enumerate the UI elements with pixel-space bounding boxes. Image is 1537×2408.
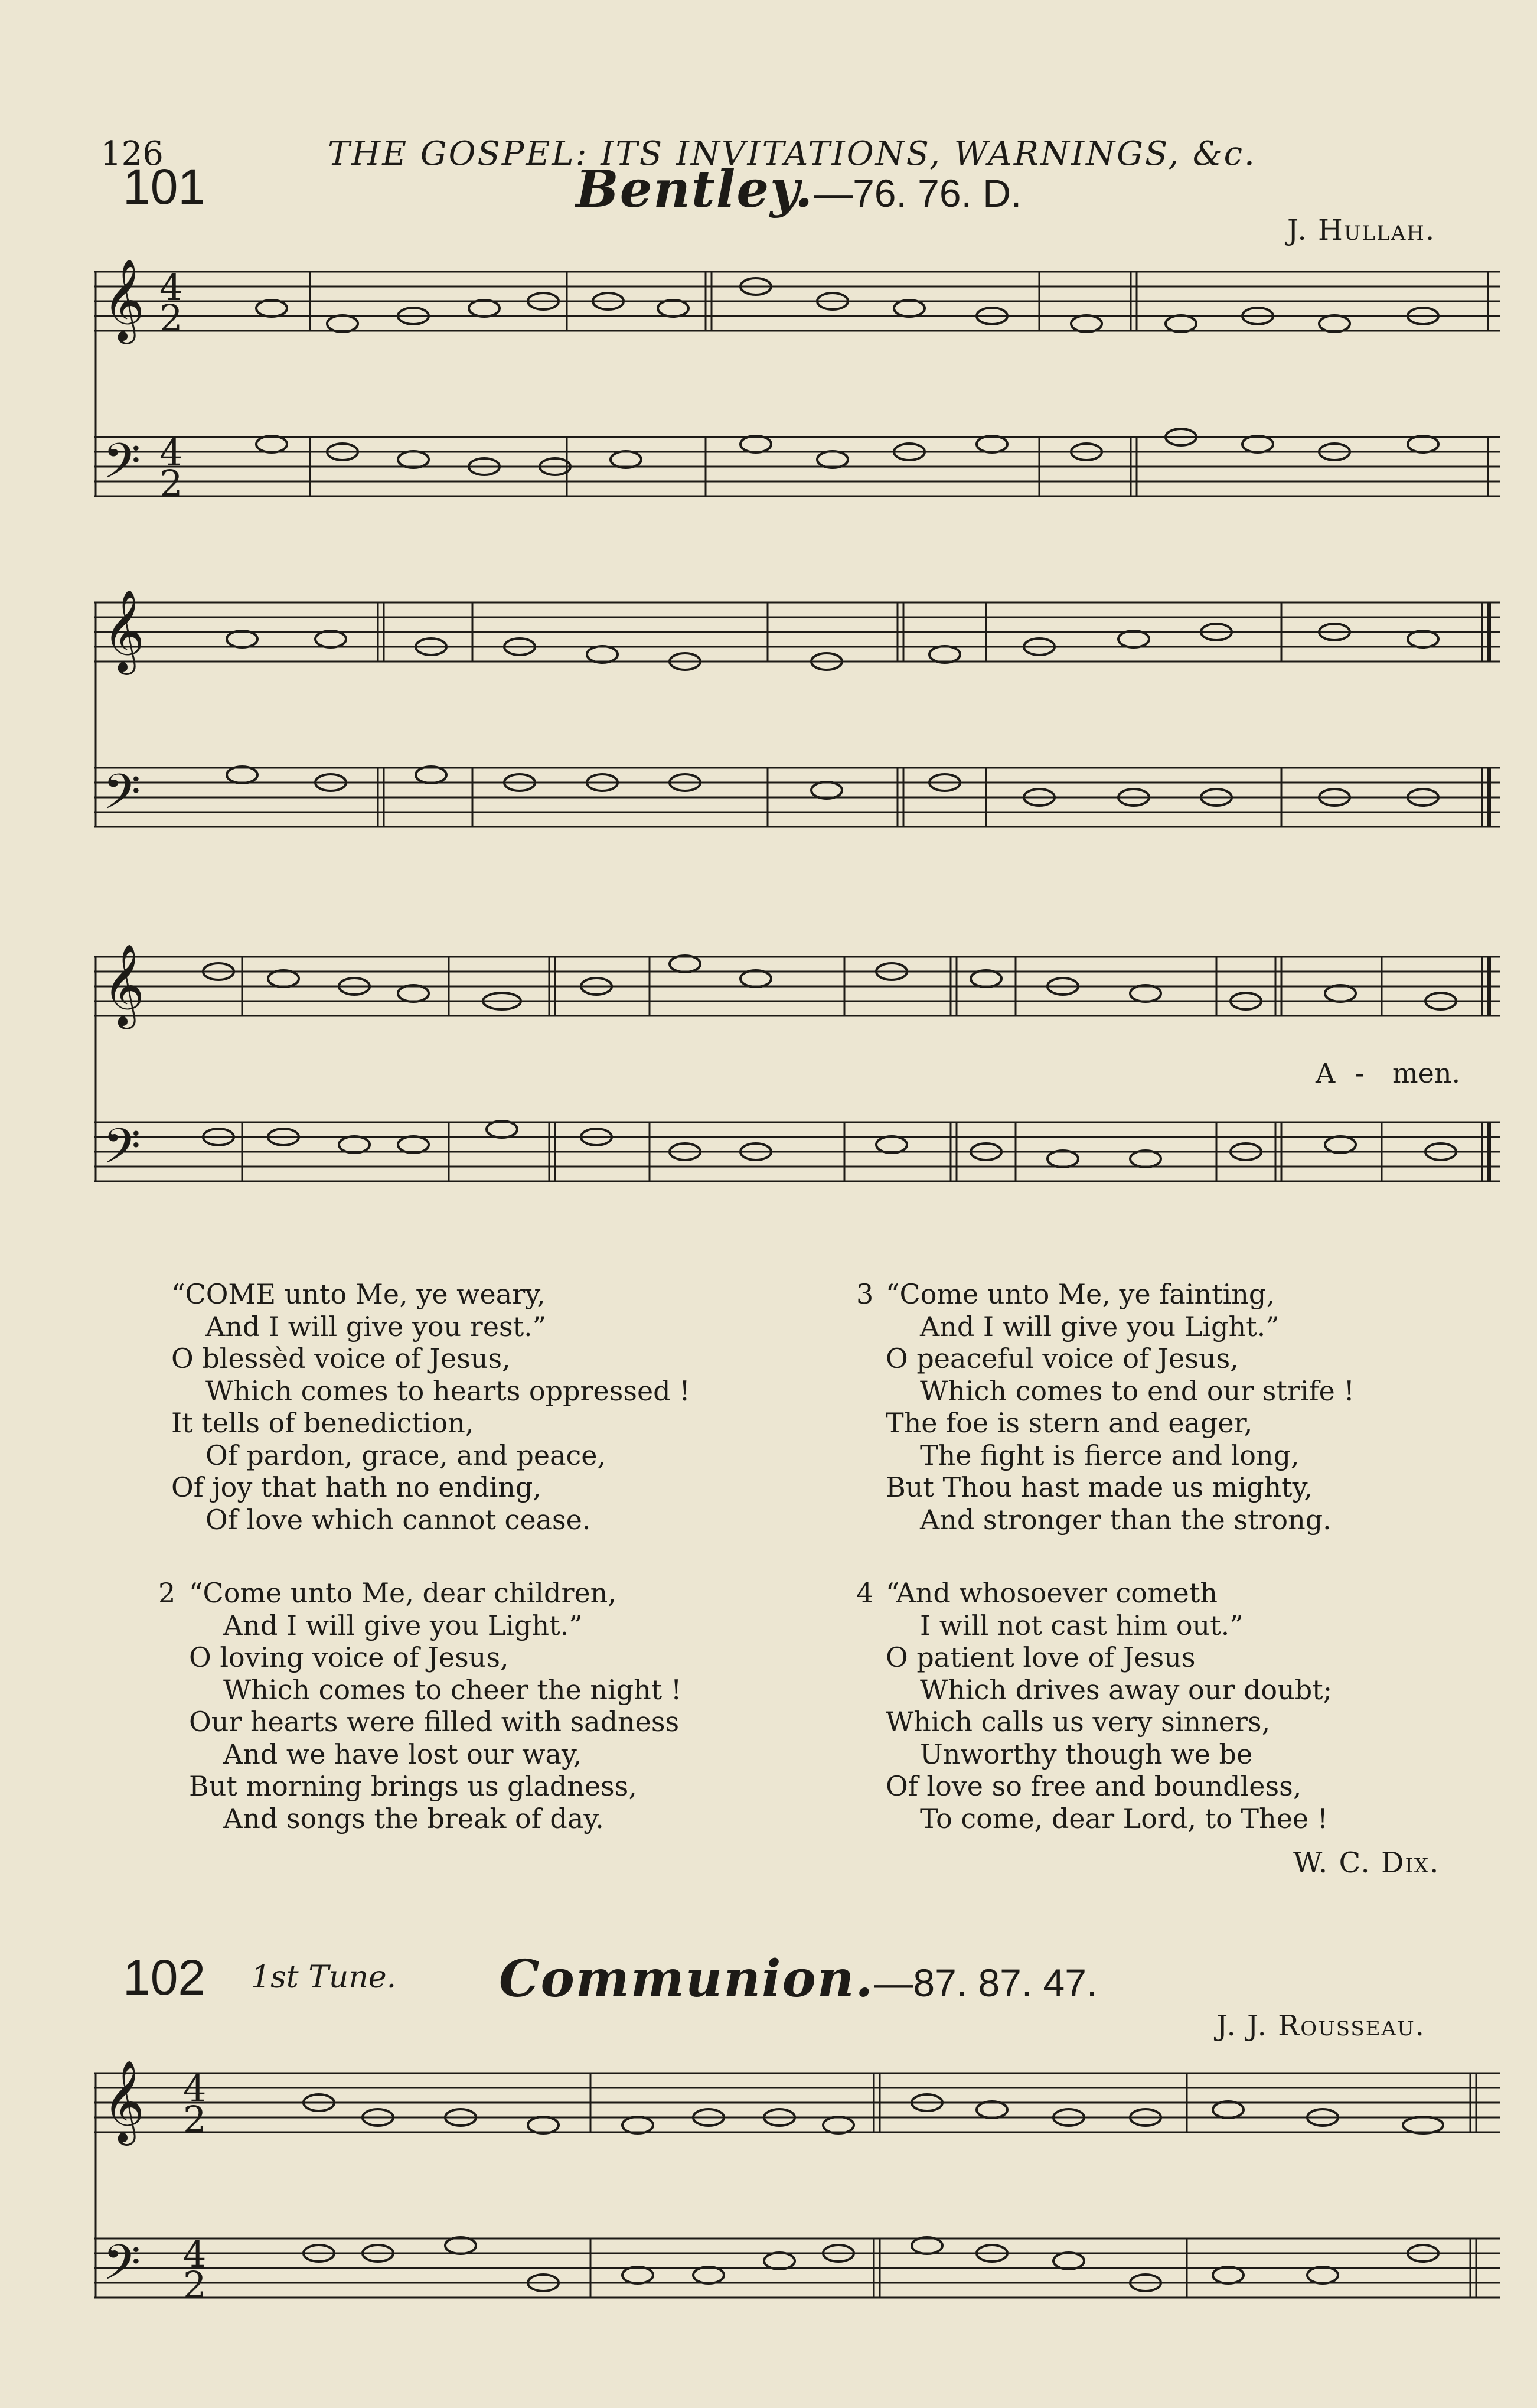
verse-3 <box>886 1278 1355 1536</box>
svg-text:𝄢: 𝄢 <box>103 432 141 501</box>
verse-line: The fight is fierce and long, <box>920 1439 1300 1471</box>
verse-line: Which comes to end our strife ! <box>920 1374 1355 1407</box>
svg-text:4: 4 <box>159 266 183 309</box>
verse-line: Our hearts were filled with sadness <box>189 1706 680 1738</box>
verse-line: “Come unto Me, ye fainting, <box>886 1278 1275 1310</box>
verse-line: Of love which cannot cease. <box>205 1503 591 1536</box>
svg-text:𝄞: 𝄞 <box>103 944 145 1026</box>
verse-line: The foe is stern and eager, <box>886 1407 1253 1439</box>
running-head <box>0 65 1537 173</box>
verse-line: O patient love of Jesus <box>886 1641 1196 1673</box>
verse-line: Of pardon, grace, and peace, <box>205 1439 606 1471</box>
hymn-number-102: 102 <box>123 1950 206 2005</box>
verse-line: Of love so free and boundless, <box>886 1770 1302 1802</box>
svg-text:𝄢: 𝄢 <box>103 763 141 832</box>
verse-line: Which drives away our doubt; <box>920 1673 1333 1706</box>
verse-line: And I will give you Light.” <box>223 1609 583 1641</box>
composer: J. J. Rousseau. <box>1216 2009 1426 2042</box>
tune-name: Bentley. <box>576 159 814 219</box>
svg-text:2: 2 <box>159 462 183 505</box>
music-system-4 <box>94 2055 1500 2315</box>
verse-line: O peaceful voice of Jesus, <box>886 1343 1239 1374</box>
verse-line: Which comes to cheer the night ! <box>223 1673 682 1706</box>
svg-text:𝄞: 𝄞 <box>103 2060 145 2142</box>
verse-line: And songs the break of day. <box>223 1802 604 1834</box>
verse-line: Unworthy though we be <box>920 1738 1253 1770</box>
verse-line: Which calls us very sinners, <box>886 1706 1271 1738</box>
running-title: THE GOSPEL: ITS INVITATIONS, WARNINGS, &c. <box>328 135 1257 173</box>
hymn-102-heading <box>499 1949 1097 2009</box>
meter: —87. 87. 47. <box>874 1961 1098 2005</box>
verse-line: And stronger than the strong. <box>920 1503 1332 1536</box>
music-system-3 <box>94 939 1500 1217</box>
verse-line: And I will give you rest.” <box>205 1310 547 1343</box>
verse-number-2: 2 <box>158 1577 176 1609</box>
svg-text:𝄞: 𝄞 <box>103 589 145 672</box>
svg-text:𝄞: 𝄞 <box>103 259 145 341</box>
svg-text:4: 4 <box>183 2067 207 2110</box>
verse-line: And we have lost our way, <box>223 1738 582 1770</box>
tune-name: Communion. <box>499 1949 874 2009</box>
hymn-101-heading <box>576 159 1022 219</box>
verse-2 <box>189 1577 681 1834</box>
svg-text:𝄢: 𝄢 <box>103 1117 141 1187</box>
verse-line: It tells of benediction, <box>171 1407 474 1439</box>
svg-text:𝄢: 𝄢 <box>103 2234 141 2303</box>
verse-line: To come, dear Lord, to Thee ! <box>920 1802 1329 1834</box>
verse-line: “Come unto Me, dear children, <box>189 1577 616 1609</box>
svg-text:2: 2 <box>183 2263 207 2306</box>
music-system-1 <box>94 254 1500 532</box>
verse-line: But Thou hast made us mighty, <box>886 1471 1313 1503</box>
verse-line: “COME unto Me, ye weary, <box>171 1278 546 1310</box>
verse-number-3: 3 <box>856 1278 874 1310</box>
verse-4 <box>886 1577 1332 1834</box>
verse-line: I will not cast him out.” <box>920 1609 1244 1641</box>
verse-1 <box>171 1278 690 1536</box>
tune-label: 1st Tune. <box>251 1960 397 1995</box>
svg-text:4: 4 <box>159 431 183 474</box>
composer: J. Hullah. <box>1287 214 1436 247</box>
verse-line: Which comes to hearts oppressed ! <box>205 1374 690 1407</box>
verse-line: Of joy that hath no ending, <box>171 1471 541 1503</box>
svg-text:2: 2 <box>183 2098 207 2141</box>
svg-text:2: 2 <box>159 296 183 340</box>
music-system-2 <box>94 585 1500 862</box>
verse-line: O blessèd voice of Jesus, <box>171 1343 511 1374</box>
amen-dash: - <box>1355 1057 1365 1089</box>
page-number: 126 <box>100 135 164 173</box>
verse-line: But morning brings us gladness, <box>189 1770 637 1802</box>
amen-men: men. <box>1392 1057 1461 1089</box>
amen-a: A <box>1316 1057 1336 1089</box>
verse-line: O loving voice of Jesus, <box>189 1641 509 1673</box>
meter: —76. 76. D. <box>814 171 1022 215</box>
svg-text:4: 4 <box>183 2233 207 2276</box>
verse-line: And I will give you Light.” <box>920 1310 1280 1343</box>
author: W. C. Dix. <box>1293 1846 1440 1879</box>
verse-number-4: 4 <box>856 1577 874 1609</box>
verse-line: “And whosoever cometh <box>886 1577 1218 1609</box>
hymn-number-101: 101 <box>123 159 206 214</box>
